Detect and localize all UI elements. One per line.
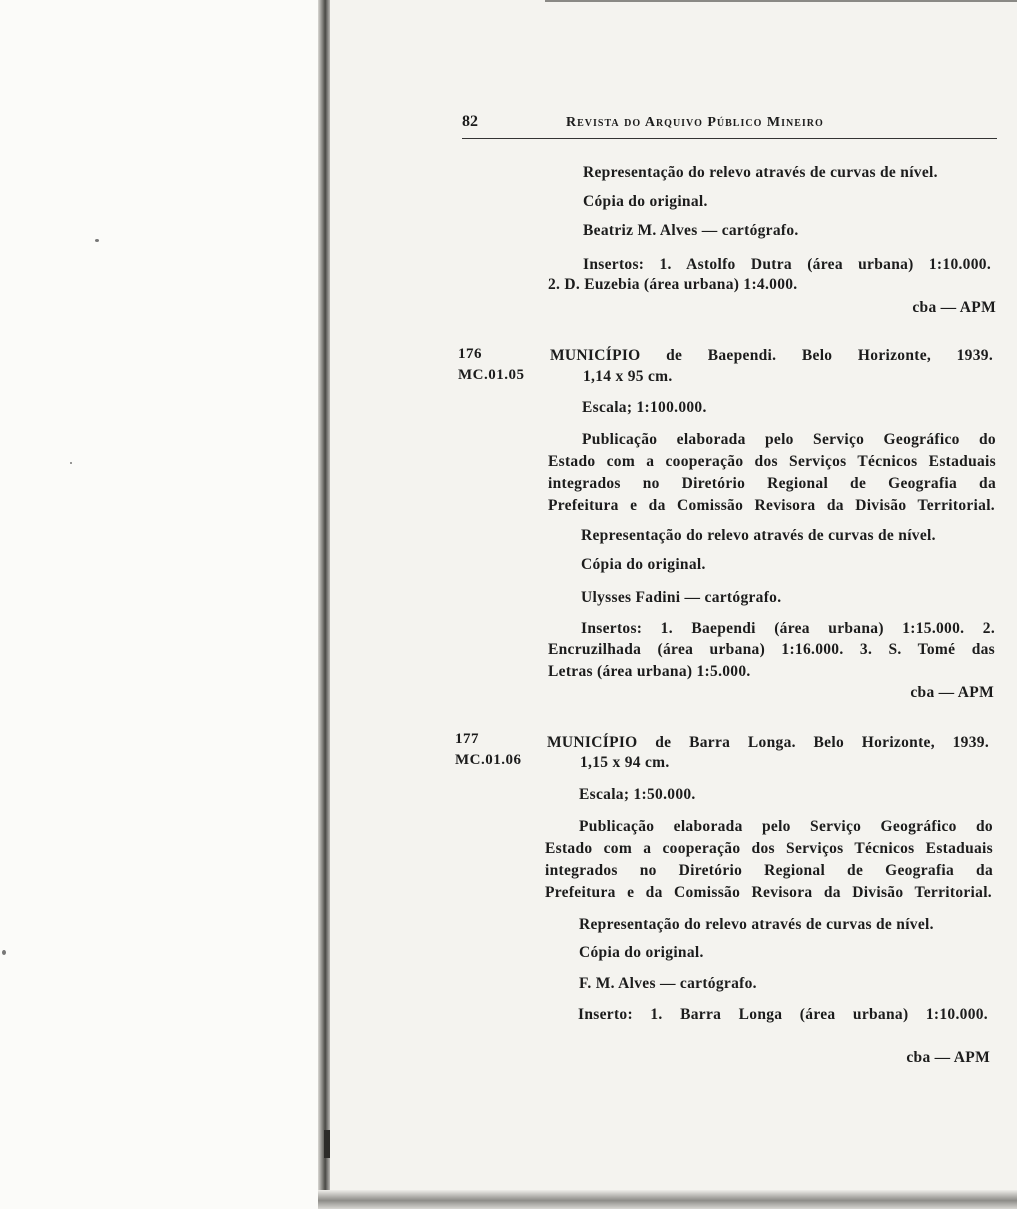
insets-line: Encruzilhada (área urbana) 1:16.000. 3. S. Tomé das [548,641,995,658]
publication-line: integrados no Diretório Regional de Geografia da [548,475,996,492]
entry-scale: Escala; 1:50.000. [579,786,696,803]
relief-note: Representação do relevo através de curvas de nível. [579,916,934,933]
insets-line: Insertos: 1. Astolfo Dutra (área urbana) 1:10.000. [583,256,991,273]
entry-number: 176 [458,346,482,362]
entry-title: MUNICÍPIO de Baependi. Belo Horizonte, 1939. [550,347,993,364]
publication-line: Estado com a cooperação dos Serviços Técnicos Estaduais [548,453,996,470]
cartographer-note: Ulysses Fadini — cartógrafo. [581,589,782,606]
paper-speck [95,239,99,242]
copy-note: Cópia do original. [579,944,704,961]
header-rule [462,138,997,139]
page-number: 82 [462,113,478,130]
copy-note: Cópia do original. [581,556,706,573]
running-title: Revista do Arquivo Público Mineiro [566,115,824,130]
publication-line: Estado com a cooperação dos Serviços Técnicos Estaduais [545,840,993,857]
publication-line: integrados no Diretório Regional de Geografia da [545,862,993,879]
entry-scale: Escala; 1:100.000. [582,399,707,416]
insets-line: Letras (área urbana) 1:5.000. [548,663,751,680]
paper-speck [2,950,6,955]
publication-line: Prefeitura e da Comissão Revisora da Divisão Territorial. [545,884,992,901]
entry-code: MC.01.05 [458,367,525,383]
inset-line: Inserto: 1. Barra Longa (área urbana) 1:10.000. [578,1006,988,1023]
cartographer-note: Beatriz M. Alves — cartógrafo. [583,222,799,239]
credit: cba — APM [910,684,994,701]
page-header [462,113,997,143]
relief-note: Representação do relevo através de curvas de nível. [581,527,936,544]
entry-size: 1,14 x 95 cm. [583,368,673,385]
insets-line: 2. D. Euzebia (área urbana) 1:4.000. [548,276,798,293]
blank-left-page [0,0,322,1209]
page-top-edge [545,0,1017,2]
entry-code: MC.01.06 [455,752,522,768]
publication-line: Publicação elaborada pelo Serviço Geográfico do [579,818,993,835]
entry-title: MUNICÍPIO de Barra Longa. Belo Horizonte, 1939. [547,734,989,751]
spine-blot [324,1130,330,1158]
relief-note: Representação do relevo através de curvas de nível. [583,164,938,181]
entry-size: 1,15 x 94 cm. [580,754,670,771]
insets-line: Insertos: 1. Baependi (área urbana) 1:15.000. 2. [581,620,995,637]
publication-line: Prefeitura e da Comissão Revisora da Divisão Territorial. [548,497,995,514]
credit: cba — APM [912,299,996,316]
paper-speck [70,462,72,464]
entry-number: 177 [455,731,479,747]
cartographer-note: F. M. Alves — cartógrafo. [579,975,757,992]
publication-line: Publicação elaborada pelo Serviço Geográfico do [582,431,996,448]
book-spine-shadow [318,0,330,1195]
copy-note: Cópia do original. [583,193,708,210]
page-bottom-edge [318,1190,1017,1209]
credit: cba — APM [906,1049,990,1066]
